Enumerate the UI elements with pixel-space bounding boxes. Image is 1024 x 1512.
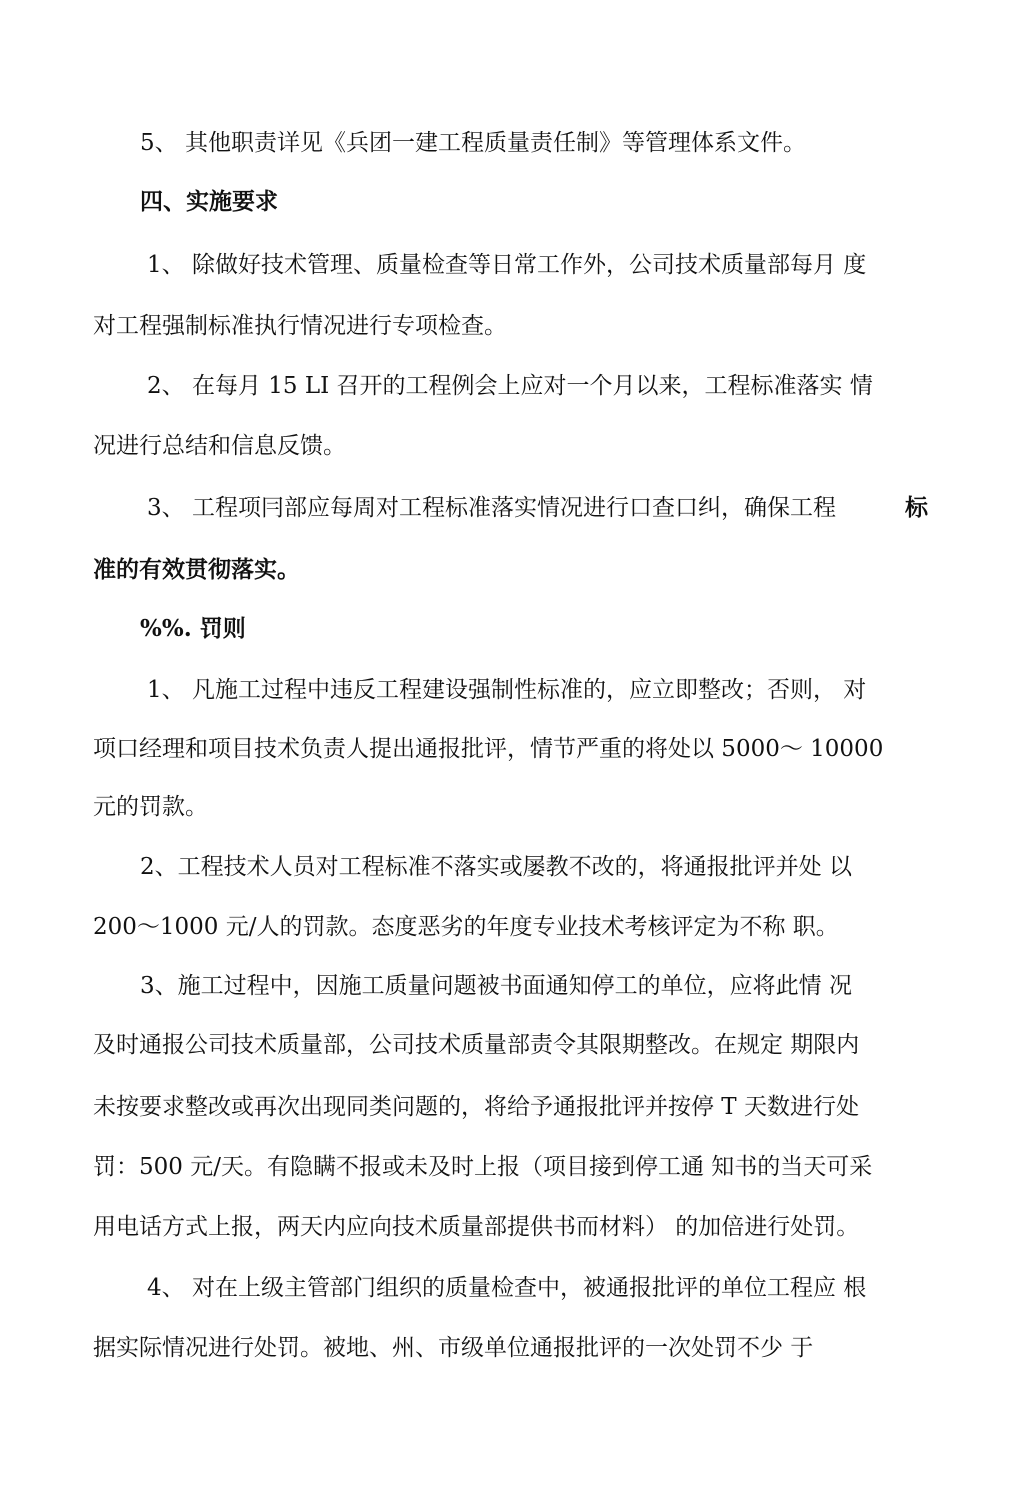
clause-5-line: 5、 其他职责详见《兵团一建工程质量责任制》等管理体系文件。 [140,130,806,156]
penalty-1-line-2: 项口经理和项目技术负责人提出通报批评，情节严重的将处以 5000～ 10000 [93,736,884,762]
penalty-2-line-2: 200～1000 元/人的罚款。态度恶劣的年度专业技术考核评定为不称 职。 [93,914,839,940]
implementation-3-line-1-tail: 标 [905,494,928,521]
penalty-1-line-3: 元的罚款。 [93,794,208,820]
section-heading-implementation: 四、实施要求 [140,188,278,215]
implementation-1-line-1: 1、 除做好技术管理、质量检查等日常工作外，公司技术质量部每月 度 [147,252,867,278]
implementation-3-line-1: 3、 工程项冃部应每周对工程标准落实情况进行口查口纠，确保工程 [147,495,836,521]
penalty-2-line-1: 2、工程技术人员对工程标准不落实或屡教不改的，将通报批评并处 以 [140,854,852,880]
section-heading-penalty: %%. 罚则 [140,615,246,642]
penalty-4-line-2: 据实际情况进行处罚。被地、州、市级单位通报批评的一次处罚不少 于 [93,1335,814,1361]
implementation-2-line-2: 况进行总结和信息反馈。 [93,433,346,459]
implementation-3-line-2: 准的有效贯彻落实。 [93,556,300,583]
implementation-1-line-2: 对工程强制标准执行情况进行专项检查。 [93,313,507,339]
penalty-3-line-3: 未按要求整改或再次出现同类问题的，将给予通报批评并按停 T 天数进行处 [93,1094,859,1120]
implementation-2-line-1: 2、 在每月 15 LI 召开的工程例会上应对一个月以来，工程标准落实 情 [147,373,873,399]
penalty-1-line-1: 1、 凡施工过程中违反工程建设强制性标准的，应立即整改；否则， 对 [147,677,867,703]
penalty-3-line-4: 罚：500 元/天。有隐瞒不报或未及时上报（项目接到停工通 知书的当天可采 [93,1154,873,1180]
penalty-3-line-2: 及时通报公司技术质量部，公司技术质量部责令其限期整改。在规定 期限内 [93,1032,860,1058]
penalty-3-line-1: 3、施工过程中，因施工质量问题被书面通知停工的单位，应将此情 况 [140,973,852,999]
penalty-4-line-1: 4、 对在上级主管部门组织的质量检查中，被通报批评的单位工程应 根 [147,1275,867,1301]
penalty-3-line-5: 用电话方式上报，两天内应向技术质量部提供书而材料） 的加倍进行处罚。 [93,1214,860,1240]
